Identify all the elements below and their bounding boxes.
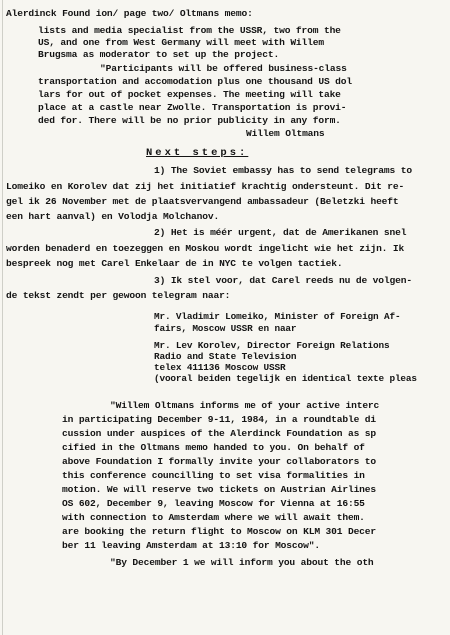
recipient-line: Radio and State Television <box>154 351 297 362</box>
telegram-line: OS 602, December 9, leaving Moscow for Vienna at 16:55 <box>62 498 365 509</box>
participants-line: place at a castle near Zwolle. Transportation is provi- <box>38 102 347 113</box>
step-2-line: 2) Het is méér urgent, dat de Amerikanen snel <box>154 227 407 238</box>
participants-line: ded for. There will be no prior publicity in any form. <box>38 115 341 126</box>
step-1-line: Lomeiko en Korolev dat zij het initiatief krachtig ondersteunt. Dit re- <box>6 181 405 192</box>
recipient-line: Mr. Vladimir Lomeiko, Minister of Foreign Af- <box>154 311 401 322</box>
recipient-line: (vooral beiden tegelijk en identical texte pleas <box>154 373 417 384</box>
intro-line: US, and one from West Germany will meet with Willem <box>38 37 324 48</box>
telegram-line: are booking the return flight to Moscow on KLM 301 Decer <box>62 526 377 537</box>
participants-line: "Participants will be offered business-class <box>100 63 347 74</box>
recipient-line: telex 411136 Moscow USSR <box>154 362 286 373</box>
recipient-line: fairs, Moscow USSR en naar <box>154 323 297 334</box>
step-1-line: gel ik 26 November met de plaatsvervangend ambassadeur (Beletzki heeft <box>6 196 399 207</box>
telegram-line: above Foundation I formally invite your collaborators to <box>62 456 377 467</box>
participants-line: transportation and accomodation plus one thousand US dol <box>38 76 353 87</box>
step-3-line: 3) Ik stel voor, dat Carel reeds nu de volgen- <box>154 275 412 286</box>
telegram-closing-line: "By December 1 we will inform you about the oth <box>110 557 374 568</box>
participants-line: lars for out of pocket expenses. The meeting will take <box>38 89 341 100</box>
step-1-line: 1) The Soviet embassy has to send telegrams to <box>154 165 412 176</box>
page-edge-shadow <box>2 0 3 635</box>
intro-line: Brugsma as moderator to set up the project. <box>38 49 280 60</box>
telegram-line: this conference councilling to set visa formalities in <box>62 470 365 481</box>
telegram-line: motion. We will reserve two tickets on Austrian Airlines <box>62 484 377 495</box>
telegram-line: ber 11 leaving Amsterdam at 13:10 for Moscow". <box>62 540 320 551</box>
step-2-line: bespreek nog met Carel Enkelaar de in NYC te volgen tactiek. <box>6 258 343 269</box>
telegram-line: in participating December 9-11, 1984, in a roundtable di <box>62 414 377 425</box>
step-2-line: worden benaderd en toezeggen en Moskou wordt ingelicht wie het zijn. Ik <box>6 243 405 254</box>
telegram-line: "Willem Oltmans informs me of your active interc <box>110 400 380 411</box>
telegram-line: with connection to Amsterdam where we will await them. <box>62 512 365 523</box>
intro-line: lists and media specialist from the USSR, two from the <box>38 25 341 36</box>
recipient-line: Mr. Lev Korolev, Director Foreign Relations <box>154 340 390 351</box>
step-3-line: de tekst zendt per gewoon telegram naar: <box>6 290 231 301</box>
next-steps-heading: Next steps: <box>146 147 249 159</box>
telegram-line: cified in the Oltmans memo handed to you. On behalf of <box>62 442 365 453</box>
signature-line: Willem Oltmans <box>246 128 325 139</box>
telegram-line: cussion under auspices of the Alerdinck Foundation as sp <box>62 428 377 439</box>
step-1-line: een hart aanval) en Volodja Molchanov. <box>6 211 220 222</box>
memo-header: Alerdinck Found ion/ page two/ Oltmans memo: <box>6 8 253 19</box>
